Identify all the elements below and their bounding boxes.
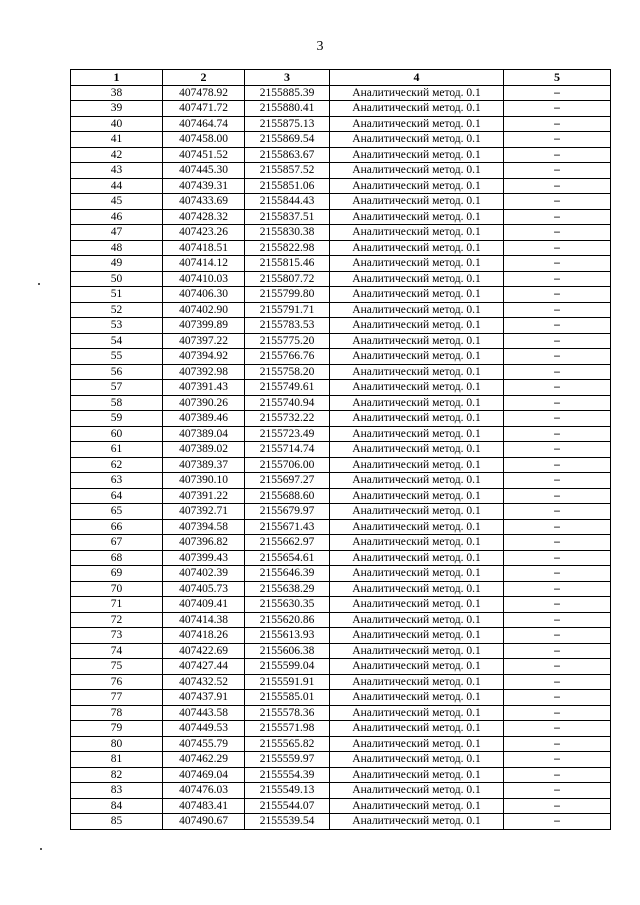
method-cell: Аналитический метод. 0.1: [330, 163, 504, 179]
x-coordinate-cell: 407418.51: [163, 240, 245, 256]
y-coordinate-cell: 2155688.60: [245, 488, 330, 504]
header-col-2: 2: [163, 70, 245, 86]
method-cell: Аналитический метод. 0.1: [330, 566, 504, 582]
point-number-cell: 75: [71, 659, 163, 675]
method-cell: Аналитический метод. 0.1: [330, 628, 504, 644]
table-row: [71, 411, 611, 427]
x-coordinate-cell: 407464.74: [163, 116, 245, 132]
note-cell: –: [504, 318, 611, 334]
x-coordinate-cell: 407443.58: [163, 705, 245, 721]
x-coordinate-cell: 407455.79: [163, 736, 245, 752]
table-row: [71, 721, 611, 737]
point-number-cell: 71: [71, 597, 163, 613]
table-row: [71, 628, 611, 644]
method-cell: Аналитический метод. 0.1: [330, 767, 504, 783]
table-row: [71, 473, 611, 489]
x-coordinate-cell: 407449.53: [163, 721, 245, 737]
method-cell: Аналитический метод. 0.1: [330, 752, 504, 768]
x-coordinate-cell: 407490.67: [163, 814, 245, 830]
method-cell: Аналитический метод. 0.1: [330, 814, 504, 830]
table-row: [71, 101, 611, 117]
point-number-cell: 68: [71, 550, 163, 566]
note-cell: –: [504, 240, 611, 256]
note-cell: –: [504, 736, 611, 752]
note-cell: –: [504, 519, 611, 535]
note-cell: –: [504, 225, 611, 241]
y-coordinate-cell: 2155869.54: [245, 132, 330, 148]
y-coordinate-cell: 2155749.61: [245, 380, 330, 396]
point-number-cell: 54: [71, 333, 163, 349]
note-cell: –: [504, 581, 611, 597]
method-cell: Аналитический метод. 0.1: [330, 395, 504, 411]
method-cell: Аналитический метод. 0.1: [330, 643, 504, 659]
x-coordinate-cell: 407402.39: [163, 566, 245, 582]
table-row: [71, 194, 611, 210]
method-cell: Аналитический метод. 0.1: [330, 426, 504, 442]
point-number-cell: 46: [71, 209, 163, 225]
y-coordinate-cell: 2155799.80: [245, 287, 330, 303]
note-cell: –: [504, 364, 611, 380]
method-cell: Аналитический метод. 0.1: [330, 225, 504, 241]
y-coordinate-cell: 2155885.39: [245, 85, 330, 101]
method-cell: Аналитический метод. 0.1: [330, 442, 504, 458]
x-coordinate-cell: 407389.37: [163, 457, 245, 473]
point-number-cell: 74: [71, 643, 163, 659]
method-cell: Аналитический метод. 0.1: [330, 581, 504, 597]
note-cell: –: [504, 798, 611, 814]
y-coordinate-cell: 2155880.41: [245, 101, 330, 117]
point-number-cell: 47: [71, 225, 163, 241]
note-cell: –: [504, 287, 611, 303]
method-cell: Аналитический метод. 0.1: [330, 411, 504, 427]
table-row: [71, 240, 611, 256]
table-row: [71, 690, 611, 706]
y-coordinate-cell: 2155714.74: [245, 442, 330, 458]
x-coordinate-cell: 407402.90: [163, 302, 245, 318]
x-coordinate-cell: 407389.46: [163, 411, 245, 427]
note-cell: –: [504, 178, 611, 194]
note-cell: –: [504, 814, 611, 830]
x-coordinate-cell: 407432.52: [163, 674, 245, 690]
table-row: [71, 674, 611, 690]
table-row: [71, 659, 611, 675]
note-cell: –: [504, 550, 611, 566]
x-coordinate-cell: 407469.04: [163, 767, 245, 783]
y-coordinate-cell: 2155591.91: [245, 674, 330, 690]
y-coordinate-cell: 2155822.98: [245, 240, 330, 256]
y-coordinate-cell: 2155758.20: [245, 364, 330, 380]
table-row: [71, 783, 611, 799]
table-row: [71, 85, 611, 101]
method-cell: Аналитический метод. 0.1: [330, 349, 504, 365]
y-coordinate-cell: 2155671.43: [245, 519, 330, 535]
point-number-cell: 82: [71, 767, 163, 783]
table-row: [71, 426, 611, 442]
x-coordinate-cell: 407451.52: [163, 147, 245, 163]
x-coordinate-cell: 407414.38: [163, 612, 245, 628]
y-coordinate-cell: 2155544.07: [245, 798, 330, 814]
note-cell: –: [504, 194, 611, 210]
method-cell: Аналитический метод. 0.1: [330, 798, 504, 814]
y-coordinate-cell: 2155679.97: [245, 504, 330, 520]
y-coordinate-cell: 2155630.35: [245, 597, 330, 613]
note-cell: –: [504, 163, 611, 179]
table-row: [71, 380, 611, 396]
point-number-cell: 40: [71, 116, 163, 132]
point-number-cell: 52: [71, 302, 163, 318]
point-number-cell: 84: [71, 798, 163, 814]
point-number-cell: 72: [71, 612, 163, 628]
x-coordinate-cell: 407394.92: [163, 349, 245, 365]
table-row: [71, 209, 611, 225]
method-cell: Аналитический метод. 0.1: [330, 705, 504, 721]
coordinates-table: [70, 69, 611, 830]
header-col-3: 3: [245, 70, 330, 86]
method-cell: Аналитический метод. 0.1: [330, 101, 504, 117]
point-number-cell: 49: [71, 256, 163, 272]
x-coordinate-cell: 407391.22: [163, 488, 245, 504]
y-coordinate-cell: 2155875.13: [245, 116, 330, 132]
y-coordinate-cell: 2155723.49: [245, 426, 330, 442]
header-col-4: 4: [330, 70, 504, 86]
x-coordinate-cell: 407399.89: [163, 318, 245, 334]
header-col-1: 1: [71, 70, 163, 86]
method-cell: Аналитический метод. 0.1: [330, 597, 504, 613]
note-cell: –: [504, 674, 611, 690]
x-coordinate-cell: 407391.43: [163, 380, 245, 396]
y-coordinate-cell: 2155654.61: [245, 550, 330, 566]
method-cell: Аналитический метод. 0.1: [330, 240, 504, 256]
method-cell: Аналитический метод. 0.1: [330, 612, 504, 628]
y-coordinate-cell: 2155791.71: [245, 302, 330, 318]
point-number-cell: 56: [71, 364, 163, 380]
x-coordinate-cell: 407483.41: [163, 798, 245, 814]
point-number-cell: 51: [71, 287, 163, 303]
table-row: [71, 132, 611, 148]
note-cell: –: [504, 302, 611, 318]
note-cell: –: [504, 473, 611, 489]
x-coordinate-cell: 407439.31: [163, 178, 245, 194]
y-coordinate-cell: 2155571.98: [245, 721, 330, 737]
note-cell: –: [504, 488, 611, 504]
method-cell: Аналитический метод. 0.1: [330, 690, 504, 706]
x-coordinate-cell: 407409.41: [163, 597, 245, 613]
note-cell: –: [504, 411, 611, 427]
table-row: [71, 504, 611, 520]
x-coordinate-cell: 407399.43: [163, 550, 245, 566]
note-cell: –: [504, 659, 611, 675]
note-cell: –: [504, 85, 611, 101]
point-number-cell: 62: [71, 457, 163, 473]
table-row: [71, 147, 611, 163]
y-coordinate-cell: 2155599.04: [245, 659, 330, 675]
x-coordinate-cell: 407433.69: [163, 194, 245, 210]
point-number-cell: 80: [71, 736, 163, 752]
note-cell: –: [504, 209, 611, 225]
method-cell: Аналитический метод. 0.1: [330, 721, 504, 737]
method-cell: Аналитический метод. 0.1: [330, 318, 504, 334]
x-coordinate-cell: 407437.91: [163, 690, 245, 706]
y-coordinate-cell: 2155740.94: [245, 395, 330, 411]
table-row: [71, 612, 611, 628]
y-coordinate-cell: 2155549.13: [245, 783, 330, 799]
point-number-cell: 50: [71, 271, 163, 287]
method-cell: Аналитический метод. 0.1: [330, 736, 504, 752]
table-row: [71, 442, 611, 458]
note-cell: –: [504, 116, 611, 132]
x-coordinate-cell: 407418.26: [163, 628, 245, 644]
table-row: [71, 752, 611, 768]
table-row: [71, 705, 611, 721]
table-row: [71, 550, 611, 566]
header-col-5: 5: [504, 70, 611, 86]
y-coordinate-cell: 2155646.39: [245, 566, 330, 582]
point-number-cell: 77: [71, 690, 163, 706]
note-cell: –: [504, 566, 611, 582]
method-cell: Аналитический метод. 0.1: [330, 783, 504, 799]
table-row: [71, 163, 611, 179]
method-cell: Аналитический метод. 0.1: [330, 256, 504, 272]
point-number-cell: 57: [71, 380, 163, 396]
point-number-cell: 61: [71, 442, 163, 458]
method-cell: Аналитический метод. 0.1: [330, 364, 504, 380]
x-coordinate-cell: 407397.22: [163, 333, 245, 349]
y-coordinate-cell: 2155585.01: [245, 690, 330, 706]
point-number-cell: 63: [71, 473, 163, 489]
y-coordinate-cell: 2155830.38: [245, 225, 330, 241]
note-cell: –: [504, 132, 611, 148]
point-number-cell: 83: [71, 783, 163, 799]
y-coordinate-cell: 2155565.82: [245, 736, 330, 752]
x-coordinate-cell: 407410.03: [163, 271, 245, 287]
note-cell: –: [504, 256, 611, 272]
method-cell: Аналитический метод. 0.1: [330, 504, 504, 520]
table-row: [71, 287, 611, 303]
scan-speck: [38, 283, 40, 285]
method-cell: Аналитический метод. 0.1: [330, 302, 504, 318]
point-number-cell: 60: [71, 426, 163, 442]
point-number-cell: 42: [71, 147, 163, 163]
y-coordinate-cell: 2155706.00: [245, 457, 330, 473]
x-coordinate-cell: 407390.10: [163, 473, 245, 489]
method-cell: Аналитический метод. 0.1: [330, 535, 504, 551]
note-cell: –: [504, 457, 611, 473]
table-row: [71, 488, 611, 504]
point-number-cell: 64: [71, 488, 163, 504]
table-body: [71, 85, 611, 829]
y-coordinate-cell: 2155613.93: [245, 628, 330, 644]
table-row: [71, 643, 611, 659]
y-coordinate-cell: 2155775.20: [245, 333, 330, 349]
y-coordinate-cell: 2155559.97: [245, 752, 330, 768]
y-coordinate-cell: 2155732.22: [245, 411, 330, 427]
y-coordinate-cell: 2155807.72: [245, 271, 330, 287]
point-number-cell: 48: [71, 240, 163, 256]
note-cell: –: [504, 147, 611, 163]
note-cell: –: [504, 752, 611, 768]
method-cell: Аналитический метод. 0.1: [330, 659, 504, 675]
x-coordinate-cell: 407462.29: [163, 752, 245, 768]
table-row: [71, 271, 611, 287]
table-row: [71, 333, 611, 349]
table-row: [71, 302, 611, 318]
note-cell: –: [504, 783, 611, 799]
table-row: [71, 395, 611, 411]
method-cell: Аналитический метод. 0.1: [330, 488, 504, 504]
note-cell: –: [504, 333, 611, 349]
point-number-cell: 39: [71, 101, 163, 117]
point-number-cell: 43: [71, 163, 163, 179]
method-cell: Аналитический метод. 0.1: [330, 178, 504, 194]
point-number-cell: 67: [71, 535, 163, 551]
note-cell: –: [504, 612, 611, 628]
point-number-cell: 38: [71, 85, 163, 101]
x-coordinate-cell: 407396.82: [163, 535, 245, 551]
y-coordinate-cell: 2155815.46: [245, 256, 330, 272]
x-coordinate-cell: 407458.00: [163, 132, 245, 148]
table-row: [71, 364, 611, 380]
table-row: [71, 736, 611, 752]
y-coordinate-cell: 2155578.36: [245, 705, 330, 721]
note-cell: –: [504, 705, 611, 721]
y-coordinate-cell: 2155539.54: [245, 814, 330, 830]
point-number-cell: 65: [71, 504, 163, 520]
point-number-cell: 55: [71, 349, 163, 365]
y-coordinate-cell: 2155837.51: [245, 209, 330, 225]
point-number-cell: 70: [71, 581, 163, 597]
point-number-cell: 59: [71, 411, 163, 427]
method-cell: Аналитический метод. 0.1: [330, 85, 504, 101]
method-cell: Аналитический метод. 0.1: [330, 380, 504, 396]
note-cell: –: [504, 349, 611, 365]
x-coordinate-cell: 407394.58: [163, 519, 245, 535]
point-number-cell: 78: [71, 705, 163, 721]
table-row: [71, 256, 611, 272]
method-cell: Аналитический метод. 0.1: [330, 116, 504, 132]
x-coordinate-cell: 407428.32: [163, 209, 245, 225]
table-row: [71, 116, 611, 132]
y-coordinate-cell: 2155766.76: [245, 349, 330, 365]
x-coordinate-cell: 407414.12: [163, 256, 245, 272]
method-cell: Аналитический метод. 0.1: [330, 333, 504, 349]
x-coordinate-cell: 407390.26: [163, 395, 245, 411]
table-row: [71, 535, 611, 551]
note-cell: –: [504, 101, 611, 117]
note-cell: –: [504, 597, 611, 613]
table-row: [71, 457, 611, 473]
table-row: [71, 178, 611, 194]
method-cell: Аналитический метод. 0.1: [330, 473, 504, 489]
point-number-cell: 76: [71, 674, 163, 690]
table-row: [71, 225, 611, 241]
x-coordinate-cell: 407422.69: [163, 643, 245, 659]
table-row: [71, 767, 611, 783]
note-cell: –: [504, 643, 611, 659]
note-cell: –: [504, 690, 611, 706]
table-row: [71, 566, 611, 582]
point-number-cell: 85: [71, 814, 163, 830]
table-row: [71, 597, 611, 613]
x-coordinate-cell: 407471.72: [163, 101, 245, 117]
y-coordinate-cell: 2155620.86: [245, 612, 330, 628]
table-header-row: [71, 70, 611, 86]
note-cell: –: [504, 721, 611, 737]
point-number-cell: 81: [71, 752, 163, 768]
table-row: [71, 798, 611, 814]
x-coordinate-cell: 407478.92: [163, 85, 245, 101]
method-cell: Аналитический метод. 0.1: [330, 457, 504, 473]
table-row: [71, 814, 611, 830]
x-coordinate-cell: 407389.02: [163, 442, 245, 458]
method-cell: Аналитический метод. 0.1: [330, 132, 504, 148]
y-coordinate-cell: 2155606.38: [245, 643, 330, 659]
note-cell: –: [504, 426, 611, 442]
note-cell: –: [504, 504, 611, 520]
y-coordinate-cell: 2155697.27: [245, 473, 330, 489]
table-row: [71, 349, 611, 365]
y-coordinate-cell: 2155662.97: [245, 535, 330, 551]
method-cell: Аналитический метод. 0.1: [330, 287, 504, 303]
page-number: 3: [316, 39, 324, 54]
method-cell: Аналитический метод. 0.1: [330, 674, 504, 690]
x-coordinate-cell: 407427.44: [163, 659, 245, 675]
method-cell: Аналитический метод. 0.1: [330, 271, 504, 287]
note-cell: –: [504, 535, 611, 551]
method-cell: Аналитический метод. 0.1: [330, 209, 504, 225]
table-row: [71, 519, 611, 535]
point-number-cell: 41: [71, 132, 163, 148]
table-row: [71, 318, 611, 334]
y-coordinate-cell: 2155638.29: [245, 581, 330, 597]
x-coordinate-cell: 407423.26: [163, 225, 245, 241]
note-cell: –: [504, 271, 611, 287]
y-coordinate-cell: 2155554.39: [245, 767, 330, 783]
y-coordinate-cell: 2155863.67: [245, 147, 330, 163]
x-coordinate-cell: 407392.71: [163, 504, 245, 520]
x-coordinate-cell: 407445.30: [163, 163, 245, 179]
method-cell: Аналитический метод. 0.1: [330, 147, 504, 163]
y-coordinate-cell: 2155844.43: [245, 194, 330, 210]
note-cell: –: [504, 628, 611, 644]
note-cell: –: [504, 380, 611, 396]
note-cell: –: [504, 442, 611, 458]
point-number-cell: 79: [71, 721, 163, 737]
point-number-cell: 73: [71, 628, 163, 644]
method-cell: Аналитический метод. 0.1: [330, 194, 504, 210]
point-number-cell: 66: [71, 519, 163, 535]
y-coordinate-cell: 2155851.06: [245, 178, 330, 194]
x-coordinate-cell: 407406.30: [163, 287, 245, 303]
point-number-cell: 58: [71, 395, 163, 411]
method-cell: Аналитический метод. 0.1: [330, 519, 504, 535]
note-cell: –: [504, 767, 611, 783]
point-number-cell: 44: [71, 178, 163, 194]
x-coordinate-cell: 407392.98: [163, 364, 245, 380]
x-coordinate-cell: 407389.04: [163, 426, 245, 442]
point-number-cell: 45: [71, 194, 163, 210]
note-cell: –: [504, 395, 611, 411]
scan-speck: [40, 848, 42, 850]
table-row: [71, 581, 611, 597]
x-coordinate-cell: 407476.03: [163, 783, 245, 799]
y-coordinate-cell: 2155783.53: [245, 318, 330, 334]
point-number-cell: 53: [71, 318, 163, 334]
y-coordinate-cell: 2155857.52: [245, 163, 330, 179]
x-coordinate-cell: 407405.73: [163, 581, 245, 597]
method-cell: Аналитический метод. 0.1: [330, 550, 504, 566]
point-number-cell: 69: [71, 566, 163, 582]
